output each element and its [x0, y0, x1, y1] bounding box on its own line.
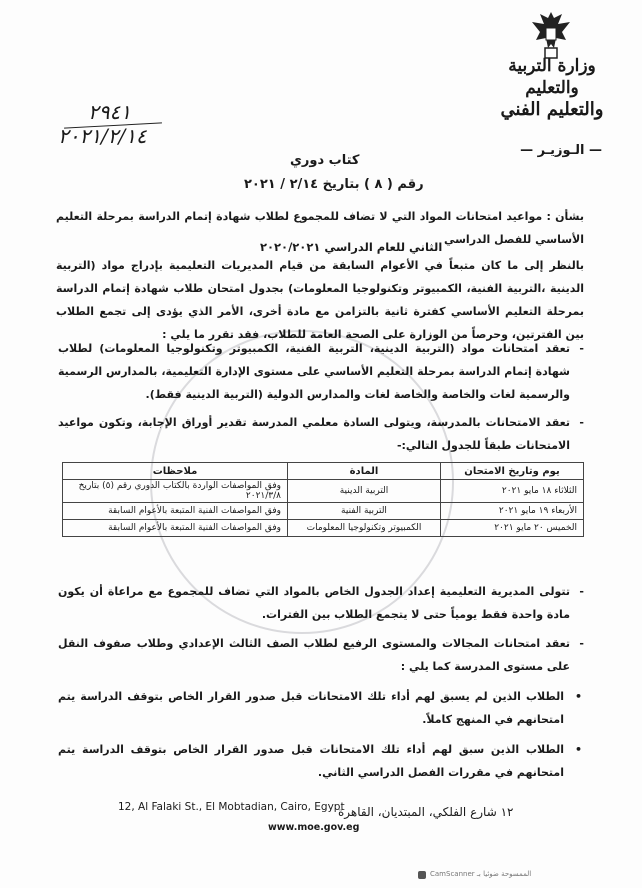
document-reference: رقم ( ٨ ) بتاريخ ٢/١٤ / ٢٠٢١ — [244, 177, 424, 192]
row-date: الخميس ٢٠ مايو ٢٠٢١ — [441, 520, 584, 537]
subject-continuation: الثاني للعام الدراسي ٢٠٢٠/٢٠٢١ — [260, 240, 443, 254]
scanner-watermark: CamScanner الممسوحة ضوئيا بـ — [430, 870, 532, 878]
ministry-name — [492, 55, 612, 121]
table-row — [63, 520, 584, 537]
dot-item-1: • الطلاب الذين لم يسبق لهم أداء تلك الامتحانات قبل صدور القرار الخاص بتوقف الدراسة يتم امتحانهم في المنهج كاملاً. — [58, 685, 584, 731]
handwritten-date: ٢٠٢١/٢/١٤ — [58, 124, 147, 148]
address-arabic: ١٢ شارع الفلكي، المبتديان، القاهرة — [338, 805, 514, 819]
table-row — [63, 503, 584, 520]
row-subject: الكمبيوتر وتكنولوجيا المعلومات — [288, 520, 441, 537]
table-header-row — [63, 463, 584, 480]
camscanner-icon — [418, 871, 426, 879]
row-note: وفق المواصفات الواردة بالكتاب الدوري رقم (٥) بتاريخ ٢٠٢١/٣/٨ — [63, 480, 288, 503]
row-date: الأربعاء ١٩ مايو ٢٠٢١ — [441, 503, 584, 520]
exam-schedule-table — [62, 462, 584, 537]
row-note: وفق المواصفات الفنية المتبعة بالأعوام السابقة — [63, 503, 288, 520]
row-note: وفق المواصفات الفنية المتبعة بالأعوام السابقة — [63, 520, 288, 537]
website-link[interactable]: www.moe.gov.eg — [268, 822, 360, 833]
dot-item-2: • الطلاب الذين سبق لهم أداء تلك الامتحانات قبل صدور القرار الخاص بتوقف الدراسة يتم امتحانهم في مقررات الفصل الدراسي الثاني. — [58, 738, 584, 784]
intro-paragraph: بالنظر إلى ما كان متبعاً في الأعوام السابقة من قيام المديريات التعليمية بإدراج مواد (التربية الدينية ،التربية الفنية، الكمبيوتر وتكنولوجيا المعلومات) بجدول امتحان طلاب شهادة إتمام الدراسة بمرحلة التعليم الأساسي كفترة ثانية بالتزامن مع مادة أخرى، الأمر الذي يؤدى إلى تجمع الطلاب بين الفترتين، وحرصاً من الوزارة على الصحة العامة للطلاب، فقد تقرر ما يلي : — [56, 259, 584, 341]
subject-text: مواعيد امتحانات المواد التي لا تضاف للمجموع لطلاب شهادة إتمام الدراسة بمرحلة التعليم الأساسي للفصل الدراسي — [56, 210, 584, 246]
header-notes: ملاحظات — [63, 463, 288, 480]
row-subject: التربية الدينية — [288, 480, 441, 503]
handwritten-number: ٢٩٤١ — [88, 100, 131, 124]
ministry-line-2: والتعليم الفني — [500, 99, 604, 120]
row-date: الثلاثاء ١٨ مايو ٢٠٢١ — [441, 480, 584, 503]
table-row — [63, 480, 584, 503]
subject-prefix: بشأن : — [546, 210, 584, 223]
document-type: كتاب دوري — [290, 153, 360, 168]
bullet-3: - تتولى المديرية التعليمية إعداد الجدول الخاص بالمواد التي تضاف للمجموع مع مراعاة أن يكون مادة واحدة فقط يومياً حتى لا يتجمع الطلاب بين الفترات. — [58, 580, 584, 626]
eagle-emblem-icon — [528, 8, 574, 62]
address-english: 12, Al Falaki St., El Mobtadian, Cairo, Egypt — [118, 801, 345, 813]
bullet-2: - تعقد الامتحانات بالمدرسة، ويتولى السادة معلمي المدرسة تقدير أوراق الإجابة، وتكون مواعيد الامتحانات طبقاً للجدول التالي:- — [58, 411, 584, 457]
bullet-4: - تعقد امتحانات المجالات والمستوى الرفيع لطلاب الصف الثالث الإعدادي وطلاب صفوف النقل على مستوى المدرسة كما يلي : — [58, 632, 584, 678]
row-subject: التربية الفنية — [288, 503, 441, 520]
minister-label: — الـوزيـر — — [520, 143, 602, 158]
ministry-line-1: وزارة التربية والتعليم — [508, 56, 596, 98]
bullet-1: - تعقد امتحانات مواد (التربية الدينية، التربية الفنية، الكمبيوتر وتكنولوجيا المعلومات) لطلاب شهادة إتمام الدراسة بمرحلة التعليم الأساسي على مستوى الإدارة التعليمية، بالمدارس الرسمية والرسمية لغات والخاصة والخاصة لغات والمدارس الدولية (التربية الدينية فقط). — [58, 337, 584, 406]
header-date: يوم وتاريخ الامتحان — [441, 463, 584, 480]
header-subject: المادة — [288, 463, 441, 480]
